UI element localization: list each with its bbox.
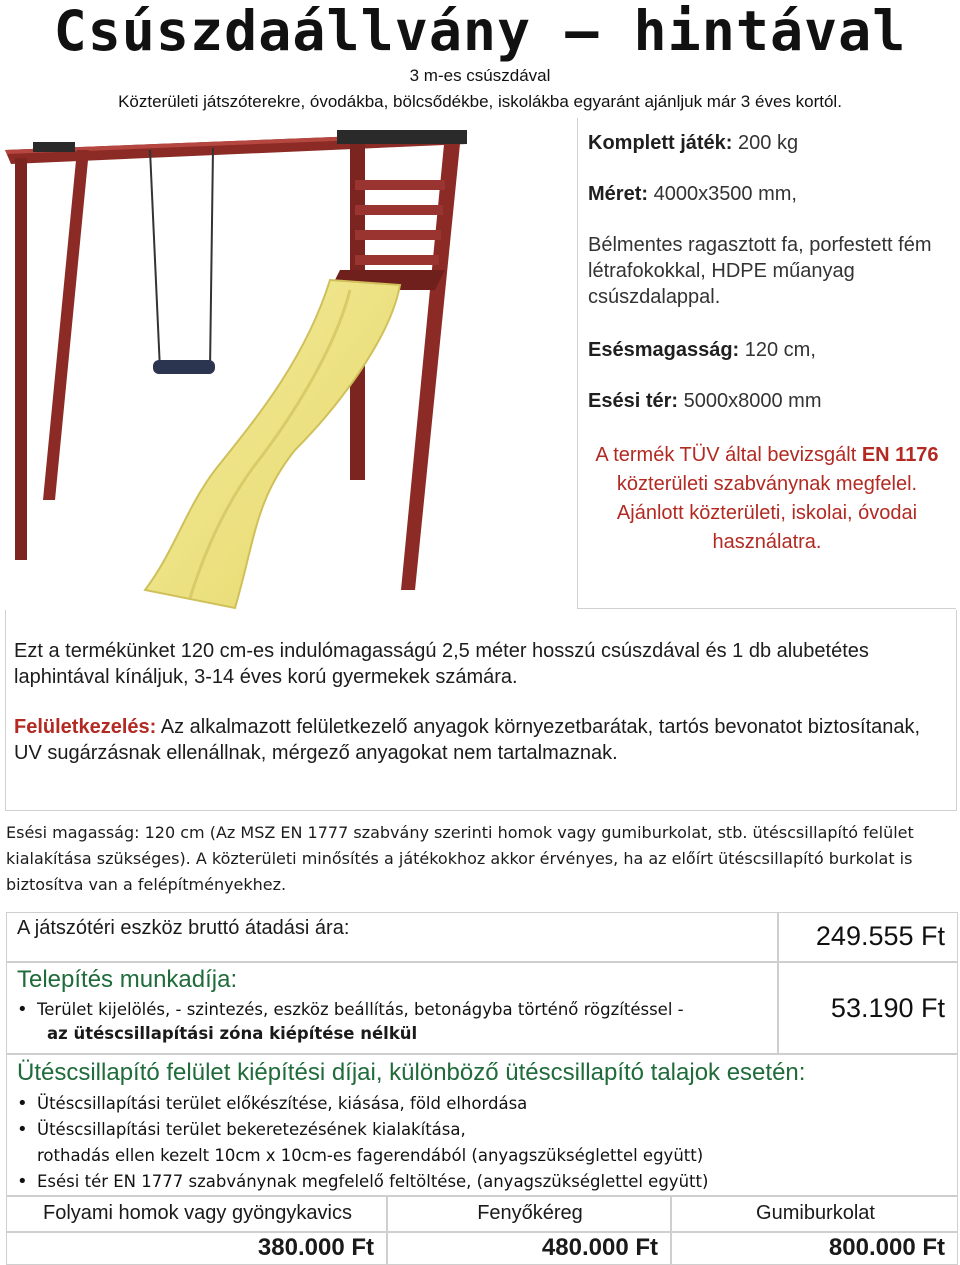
install-item: • Terület kijelölés, - szintezés, eszköz beállítás, betonágyba történő rögzítéssel - <box>13 997 773 1023</box>
surface-price-bark: 480.000 Ft <box>541 1234 658 1261</box>
subtitle-recommendation: Közterületi játszóterekre, óvodákba, bölcsődékbe, iskolákba egyaránt ajánljuk már 3 éves kortól. <box>118 92 842 111</box>
surface-label-rubber: Gumiburkolat <box>756 1202 875 1224</box>
spec-fall-height: Esésmagasság: 120 cm, <box>588 339 816 361</box>
spec-size: Méret: 4000x3500 mm, <box>588 183 797 205</box>
gross-price-cell <box>778 912 958 962</box>
install-price-cell <box>778 962 958 1054</box>
page-title: Csúszdaállvány – hintával <box>53 0 907 63</box>
surface-label-cell-rubber <box>671 1196 958 1232</box>
surface-price-cell-bark <box>387 1232 671 1265</box>
product-image <box>5 120 575 610</box>
impact-item-frame: • Ütéscsillapítási terület bekeretezésének kialakítása, <box>13 1117 943 1143</box>
gross-price: 249.555 Ft <box>815 921 945 951</box>
surface-label-cell-sand <box>6 1196 387 1232</box>
tuv-certification: A termék TÜV által bevizsgált EN 1176 közterületi szabványnak megfelel. Ajánlott közterületi, iskolai, óvodai használatra. <box>595 444 939 553</box>
install-cell <box>6 962 778 1054</box>
subtitle-slide-length: 3 m-es csúszdával <box>409 66 551 85</box>
spec-panel <box>577 118 956 609</box>
fall-height-note: Esési magasság: 120 cm (Az MSZ EN 1777 szabvány szerinti homok vagy gumiburkolat, stb. ütéscsillapító felület kialakítása szükséges). A közterületi minősítés a játékokhoz akkor érvényes, ha az előírt ütéscsillapító burkolat is biztosítva van a felépítményekhez. <box>6 823 914 894</box>
gross-price-label-cell <box>6 912 778 962</box>
install-title: Telepítés munkadíja: <box>17 966 238 993</box>
impact-item-frame-detail: rothadás ellen kezelt 10cm x 10cm-es fagerendából (anyagszükséglettel együtt) <box>37 1146 704 1165</box>
impact-title: Ütéscsillapító felület kiépítési díjai, különböző ütéscsillapító talajok esetén: <box>17 1059 806 1086</box>
spec-material: Bélmentes ragasztott fa, porfestett fém létrafokokkal, HDPE műanyag csúszdalappal. <box>588 234 932 308</box>
surface-label-sand: Folyami homok vagy gyöngykavics <box>42 1202 352 1224</box>
install-price: 53.190 Ft <box>830 993 945 1023</box>
impact-cell <box>6 1054 958 1196</box>
surface-label-cell-bark <box>387 1196 671 1232</box>
gross-price-label: A játszótéri eszköz bruttó átadási ára: <box>17 917 350 939</box>
surface-treatment: Felületkezelés: Az alkalmazott felületkezelő anyagok környezetbarátak, tartós bevonatot biztosítanak, UV sugárzásnak ellenállnak, mérgező anyagokat nem tartalmaznak. <box>14 716 921 764</box>
spec-weight: Komplett játék: 200 kg <box>588 132 799 154</box>
surface-price-cell-rubber <box>671 1232 958 1265</box>
product-description: Ezt a termékünket 120 cm-es indulómagasságú 2,5 méter hosszú csúszdával és 1 db alubetétes laphintával kínáljuk, 3-14 éves korú gyermekek számára. <box>14 640 869 688</box>
impact-item-prepare: • Ütéscsillapítási terület előkészítése, kiásása, föld elhordása <box>13 1091 943 1117</box>
impact-item-fill: • Esési tér EN 1777 szabványnak megfelelő feltöltése, (anyagszükséglettel együtt) <box>13 1169 943 1195</box>
description-panel <box>5 610 957 811</box>
surface-label-bark: Fenyőkéreg <box>477 1202 583 1224</box>
install-note: az ütéscsillapítási zóna kiépítése nélkül <box>47 1024 418 1043</box>
surface-price-sand: 380.000 Ft <box>257 1234 374 1261</box>
spec-fall-area: Esési tér: 5000x8000 mm <box>588 390 822 412</box>
surface-price-cell-sand <box>6 1232 387 1265</box>
surface-price-rubber: 800.000 Ft <box>828 1234 945 1261</box>
